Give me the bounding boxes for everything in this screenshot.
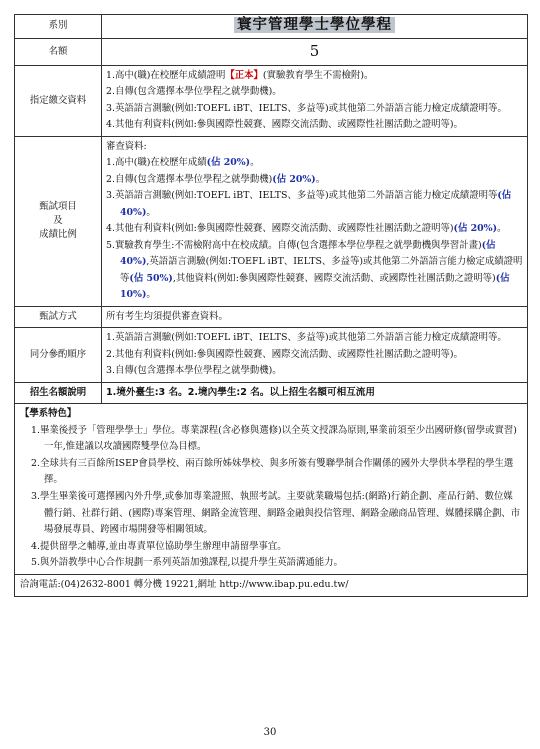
weight-badge: (佔 40%) [120, 239, 496, 267]
exam-label: 甄試項目 及 成績比例 [15, 136, 102, 306]
docs-row [15, 65, 528, 136]
tiebreak-item: 2.其他有利資料(例如:參與國際性競賽、國際交流活動、或國際性社團活動之證明等)。 [106, 348, 463, 360]
exam-row [15, 136, 528, 306]
admission-table [14, 14, 528, 404]
features-title: 【學系特色】 [20, 408, 77, 419]
dept-name: 寰宇管理學士學位學程 [234, 17, 395, 33]
exam-item: 2.自傳(包含選擇本學位學程之就學動機)(佔 20%)。 [106, 173, 326, 185]
exam-item: 1.高中(職)在校歷年成績(佔 20%)。 [106, 157, 260, 168]
tiebreak-item: 3.自傳(包含選擇本學位學程之就學動機)。 [106, 365, 282, 376]
exam-head: 審查資料: [106, 140, 147, 152]
quota-value: 5 [102, 38, 528, 65]
admit-label: 招生名額說明 [15, 382, 102, 404]
docs-item: 3.英語語言測驗(例如:TOEFL iBT、IELTS、多益等)或其他第二外語語言能力檢定成績證明等。 [106, 102, 507, 114]
page-number: 30 [263, 727, 277, 738]
exam-item: 4.其他有利資料(例如:參與國際性競賽、國際交流活動、或國際性社團活動之證明等)(佔 20%)。 [106, 223, 507, 234]
exam-item: 3.英語語言測驗(例如:TOEFL iBT、IELTS、多益等)或其他第二外語語言能力檢定成績證明等(佔 40%)。 [106, 190, 512, 218]
feature-item: 5.與外語教學中心合作規劃一系列英語加強課程,以提升學生英語溝通能力。 [31, 557, 343, 569]
weight-badge: (佔 20%) [272, 173, 316, 185]
tiebreak-label: 同分參酌順序 [15, 328, 102, 383]
tiebreak-content [102, 328, 528, 383]
docs-content [102, 65, 528, 136]
docs-item: 4.其他有利資料(例如:參與國際性競賽、國際交流活動、或國際性社團活動之證明等)。 [106, 119, 463, 130]
feature-item: 2.全球共有三百餘所ISEP會員學校、兩百餘所姊妹學校、與多所簽有雙聯學制合作關係的國外大學供本學程的學生選擇。 [31, 457, 514, 486]
docs-label: 指定繳交資料 [15, 65, 102, 136]
weight-badge: (佔 10%) [120, 272, 510, 300]
weight-badge: (佔 20%) [206, 157, 251, 168]
feature-item: 3.學生畢業後可選擇國內外升學,或參加專業證照、執照考試。主要就業職場包括:(網路)行銷企劃、產品行銷、數位媒體行銷、社群行銷、(國際)專案管理、網路金流管理、網路金融與投信管理、網路金融商品管理、媒體採購企劃、市場發展專員、跨國市場開發等相關領域。 [31, 490, 521, 536]
admit-value: 1.境外臺生:3 名。2.境內學生:2 名。以上招生名額可相互流用 [102, 382, 528, 404]
docs-item: 1.高中(職)在校歷年成績證明【正本】(實驗教育學生不需檢附)。 [106, 69, 374, 81]
exam-content [102, 136, 528, 306]
method-row [15, 306, 528, 328]
docs-item: 2.自傳(包含選擇本學位學程之就學動機)。 [106, 86, 282, 97]
weight-badge: (佔 20%) [453, 223, 498, 234]
features-table [14, 403, 528, 597]
original-copy-note: 【正本】 [225, 69, 263, 81]
feature-item: 4.提供留學之輔導,並由專責單位協助學生辦理申請留學事宜。 [31, 540, 287, 552]
weight-badge: (佔 50%) [129, 272, 173, 284]
tiebreak-item: 1.英語語言測驗(例如:TOEFL iBT、IELTS、多益等)或其他第二外語語言能力檢定成績證明等。 [106, 332, 507, 343]
method-value: 所有考生均須提供審查資料。 [102, 306, 528, 328]
features-content [15, 404, 528, 575]
quota-row [15, 38, 528, 65]
admission-page [14, 14, 528, 597]
dept-label: 系別 [15, 15, 102, 39]
feature-item: 1.畢業後授予「管理學學士」學位。專業課程(含必修與選修)以全英文授課為原則,畢業前須至少出國研修(留學或實習)一年,惟建議以攻讀國際雙學位為目標。 [31, 424, 517, 453]
admit-row [15, 382, 528, 404]
tiebreak-row [15, 328, 528, 383]
method-label: 甄試方式 [15, 306, 102, 328]
dept-row [15, 15, 528, 39]
contact-info: 洽詢電話:(04)2632-8001 轉分機 19221,網址 http://www.ibap.pu.edu.tw/ [15, 574, 528, 596]
exam-item: 5.實驗教育學生:不需檢附高中在校成績。自傳(包含選擇本學位學程之就學動機與學習計畫)(佔 40%),英語語言測驗(例如:TOEFL iBT、IELTS、多益等)或其他第二外語語言能力檢定成績證明等(佔 50%),其他資料(例如:參與國際性競賽、國際交流活動、或國際性社團活動之證明等)(佔 10%)。 [106, 239, 523, 300]
quota-label: 名額 [15, 38, 102, 65]
weight-badge: (佔 40%) [120, 190, 512, 218]
